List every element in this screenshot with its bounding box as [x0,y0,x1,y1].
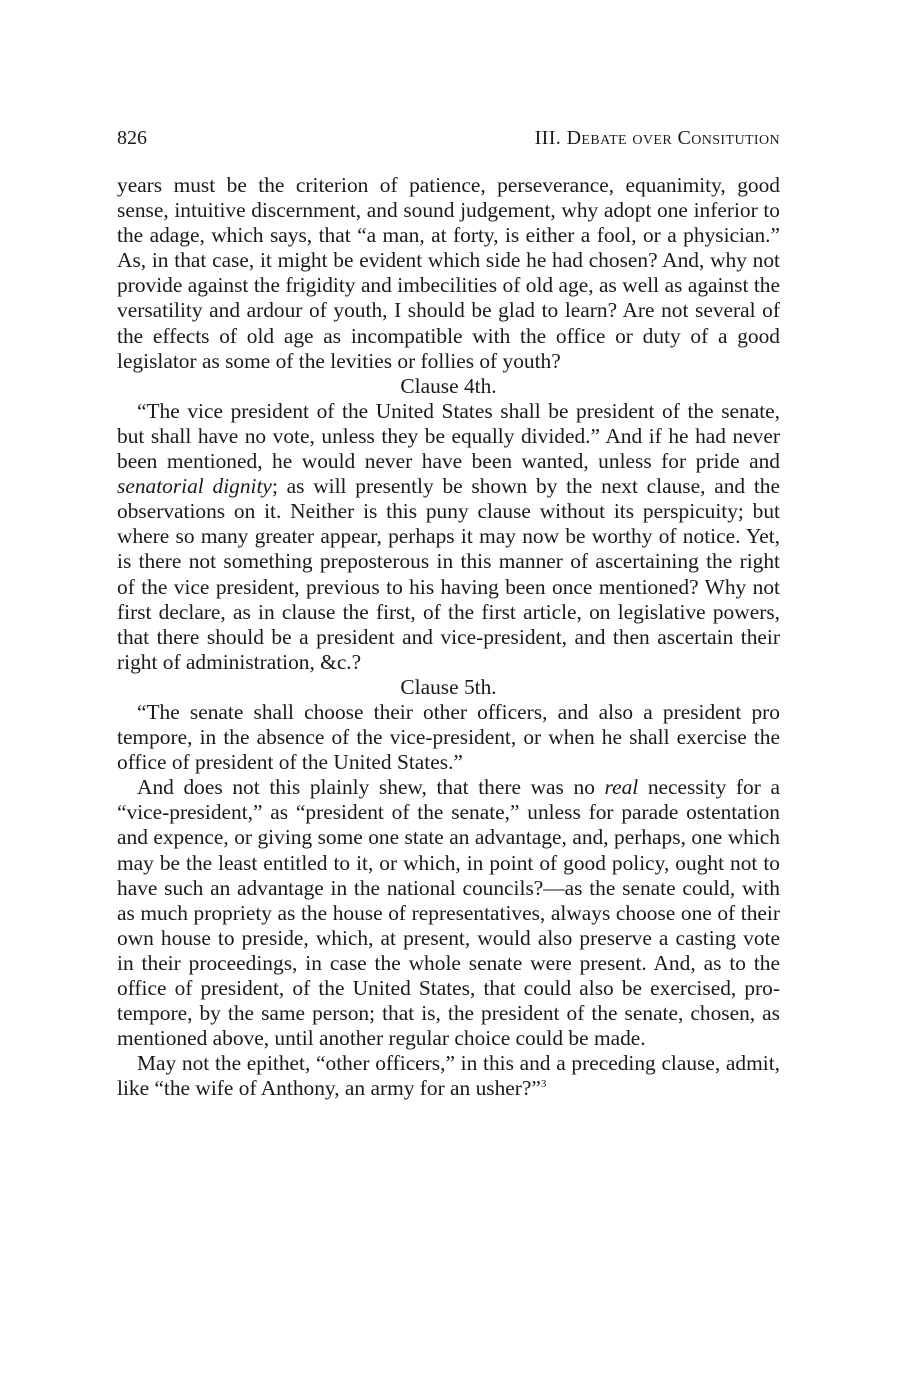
running-head [117,124,780,152]
text-run: May not the epithet, “other officers,” in this and a preceding clause, admit, like “the wife of Anthony, an army for an usher?” [117,1051,780,1101]
running-title: III. Debate over Consitution [534,127,780,149]
italic-phrase: senatorial dignity [117,474,272,499]
paragraph-continued: years must be the criterion of patience, perseverance, equanimity, good sense, intuitive discernment, and sound judgement, why adopt one inferior to the adage, which says, that “a man, at forty, is either a fool, or a physician.” As, in that case, it might be evident which side he had chosen? And, why not provide against the frigidity and imbecilities of old age, as well as against the versatility and ardour of youth, I should be glad to learn? Are not several of the effects of old age as incompatible with the office or duty of a good legislator as some of the levities or follies of youth? [117,173,780,373]
paragraph-commentary [117,775,780,1051]
text-run: necessity for a “vice-president,” as “president of the senate,” unless for parade ostentation and expence, or giving some one state an advantage, and, perhaps, one which may be the least entitled to it, or which, in point of good policy, ought not to have such an advantage in the national councils?—as the senate could, with as much propriety as the house of representatives, always choose one of their own house to preside, which, at present, would also preserve a casting vote in their proceedings, in case the whole senate were present. And, as to the office of president, of the United States, that could also be exercised, pro-tempore, by the same person; that is, the president of the senate, chosen, as mentioned above, until another regular choice could be made. [117,775,780,1051]
footnote-reference[interactable]: 3 [540,1078,547,1091]
text-run: And does not this plainly shew, that there was no [137,775,605,800]
page-number: 826 [117,127,147,149]
clause-5-heading: Clause 5th. [400,674,497,699]
text-run: ; as will presently be shown by the next clause, and the observations on it. Neither is this puny clause without its perspicuity; but where so many greater appear, perhaps it may now be worthy of notice. Yet, is there not something preposterous in this manner of ascertaining the right of the vice president, previous to his having been once mentioned? Why not first declare, as in clause the first, of the first article, on legislative powers, that there should be a president and vice-president, and then ascertain their right of administration, &c.? [117,474,780,674]
paragraph-final [117,1051,780,1101]
body-text [117,173,780,1101]
clause-4-heading: Clause 4th. [400,373,497,398]
text-run: “The vice president of the United States shall be president of the senate, but shall have no vote, unless they be equally divided.” And if he had never been mentioned, he would never have been wanted, unless for pride and [117,398,780,474]
italic-word: real [604,775,639,800]
paragraph-clause-4 [117,399,780,675]
paragraph-clause-5-quote: “The senate shall choose their other officers, and also a president pro tempore, in the absence of the vice-president, or when he shall exercise the office of president of the United States.” [117,699,780,775]
